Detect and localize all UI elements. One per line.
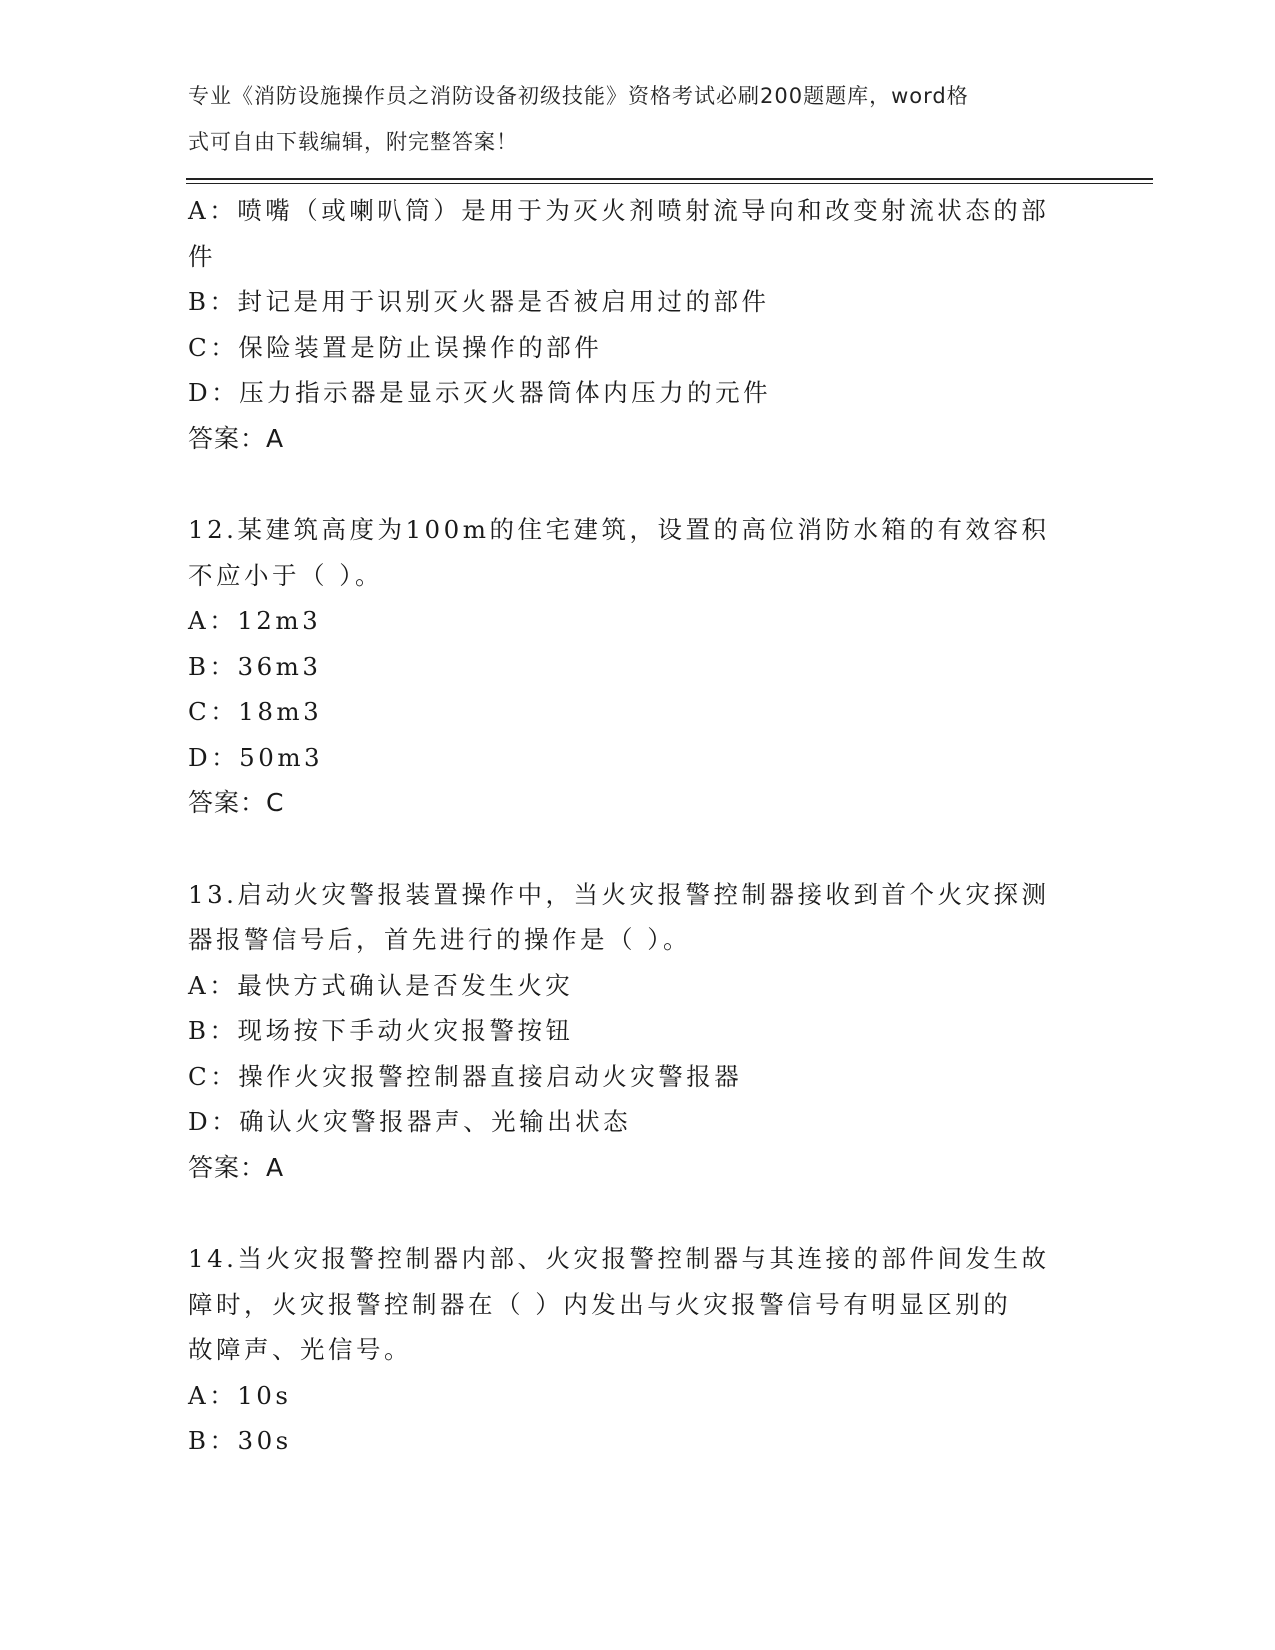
question-12 [188, 507, 1078, 826]
option-d: D：确认火灾警报器声、光输出状态 [188, 1107, 632, 1136]
option-c: C：操作火灾报警控制器直接启动火灾警报器 [188, 1061, 743, 1091]
option-b: B：30s [188, 1426, 292, 1455]
question-stem-line-1: 12.某建筑高度为100m的住宅建筑，设置的高位消防水箱的有效容积 [188, 515, 1050, 544]
header-line-1: 专业《消防设施操作员之消防设备初级技能》资格考试必刷200题题库，word格 [188, 84, 969, 108]
spacer [188, 461, 1078, 507]
option-d: D：50m3 [188, 742, 324, 772]
header-divider [186, 178, 1153, 180]
question-stem-line-1: 14.当火灾报警控制器内部、火灾报警控制器与其连接的部件间发生故 [188, 1244, 1050, 1273]
question-stem-line-1: 13.启动火灾警报装置操作中，当火灾报警控制器接收到首个火灾探测 [188, 879, 1050, 909]
option-b: B：封记是用于识别灭火器是否被启用过的部件 [188, 287, 770, 316]
spacer [188, 826, 1078, 872]
question-stem-line-2: 不应小于（ ）。 [188, 560, 384, 590]
option-a: A：12m3 [188, 606, 322, 635]
question-stem-line-2: 障时，火灾报警控制器在（ ）内发出与火灾报警信号有明显区别的 [188, 1289, 1012, 1319]
spacer [188, 1190, 1078, 1236]
option-a: A：10s [188, 1380, 292, 1410]
option-b: B：36m3 [188, 651, 322, 681]
document-header [188, 74, 1068, 165]
option-a-line-2: 件 [188, 241, 216, 271]
answer: 答案：C [188, 788, 285, 817]
question-14 [188, 1236, 1078, 1464]
question-stem-line-2: 器报警信号后，首先进行的操作是（ ）。 [188, 925, 692, 954]
document-body [188, 188, 1078, 1464]
option-c: C：18m3 [188, 697, 323, 726]
option-d: D：压力指示器是显示灭火器筒体内压力的元件 [188, 378, 772, 407]
answer: 答案：A [188, 1152, 285, 1182]
header-divider-thin [186, 183, 1153, 184]
option-b: B：现场按下手动火灾报警按钮 [188, 1016, 574, 1045]
option-a-line-1: A：喷嘴（或喇叭筒）是用于为灭火剂喷射流导向和改变射流状态的部 [188, 196, 1050, 225]
header-line-2: 式可自由下载编辑，附完整答案！ [188, 129, 518, 154]
option-c: C：保险装置是防止误操作的部件 [188, 332, 603, 362]
question-stem-line-3: 故障声、光信号。 [188, 1335, 412, 1364]
question-13 [188, 872, 1078, 1191]
question-11-continued [188, 188, 1078, 461]
option-a: A：最快方式确认是否发生火灾 [188, 970, 574, 1000]
answer: 答案：A [188, 423, 285, 453]
